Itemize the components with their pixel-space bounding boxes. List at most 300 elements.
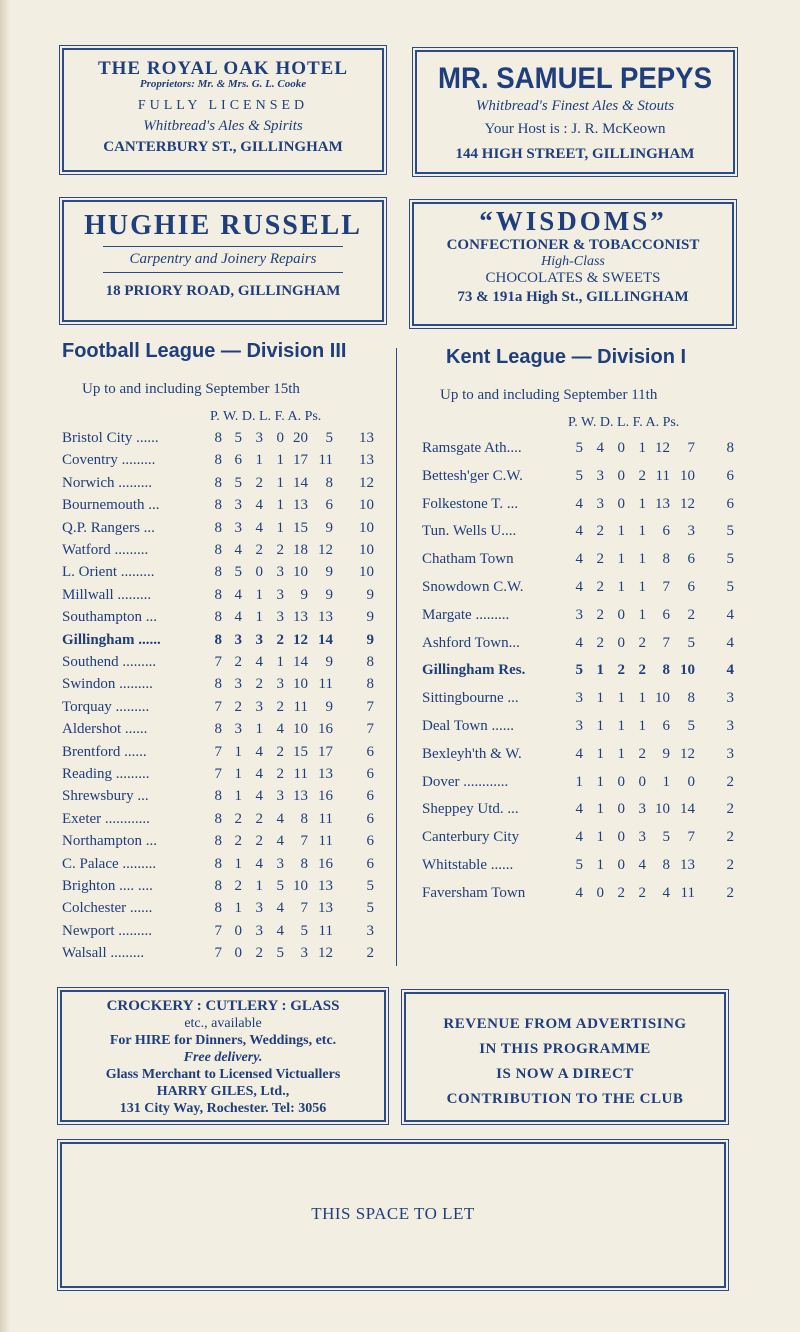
team-name: Bournemouth ... [62,497,160,514]
stat-p: 3 [575,718,583,734]
stat-l: 2 [276,743,284,760]
stat-d: 0 [255,564,263,581]
stat-pts: 6 [366,833,374,850]
stat-p: 7 [214,922,222,939]
stat-w: 3 [234,631,242,648]
stat-d: 0 [617,773,625,790]
stat-l: 1 [638,579,646,595]
revenue-notice [404,992,726,1122]
stat-d: 0 [617,801,625,818]
page-edge [0,0,10,1332]
stat-w: 6 [234,452,242,469]
stat-w: 1 [234,855,242,872]
stat-f: 15 [293,519,308,536]
stat-p: 8 [214,810,222,827]
stat-f: 10 [655,801,670,818]
stat-pts: 7 [366,721,374,738]
stat-a: 16 [318,788,333,805]
stat-l: 3 [276,676,284,693]
stat-p: 5 [575,440,583,456]
stat-p: 5 [575,857,583,873]
stat-p: 8 [214,833,222,850]
team-name: Sittingbourne ... [422,690,519,707]
team-name: Tun. Wells U.... [422,523,517,540]
stat-a: 12 [680,495,695,512]
stat-a: 17 [318,743,333,760]
stat-pts: 5 [366,900,374,917]
stat-pts: 4 [726,606,734,623]
kent-league-columns: P. W. D. L. F. A. Ps. [568,415,680,430]
pepys-address: 144 HIGH STREET, GILLINGHAM [455,146,695,162]
stat-d: 2 [255,676,263,693]
stat-pts: 2 [726,884,734,901]
stat-d: 4 [255,766,263,782]
stat-f: 11 [293,698,308,715]
team-name: Bettesh'ger C.W. [422,467,523,484]
stat-w: 2 [234,810,242,827]
stat-l: 1 [638,495,646,512]
stat-a: 11 [318,810,333,827]
stat-p: 8 [214,542,222,558]
team-name: Southampton ... [62,609,158,626]
stat-pts: 7 [366,698,374,715]
hughie-russell-ad [62,200,384,322]
stat-pts: 10 [359,564,374,581]
team-name: Coventry ......... [62,452,156,469]
team-name: Shrewsbury ... [62,788,149,805]
team-name: Faversham Town [422,884,526,901]
stat-w: 2 [596,523,604,540]
stat-w: 1 [596,857,604,873]
team-name: Swindon ......... [62,676,153,693]
stat-l: 1 [638,523,646,540]
team-name: Sheppey Utd. ... [422,801,519,818]
team-name: L. Orient ......... [62,564,155,581]
stat-f: 14 [293,474,308,491]
stat-w: 0 [234,922,242,939]
stat-pts: 5 [726,551,734,568]
stat-a: 6 [687,579,695,595]
stat-d: 2 [255,542,263,558]
stat-pts: 13 [359,452,374,469]
stat-l: 3 [638,829,646,846]
stat-w: 1 [234,743,242,760]
team-name: Brentford ...... [62,743,147,760]
stat-d: 1 [255,721,263,738]
stat-w: 5 [234,564,242,581]
stat-w: 3 [234,519,242,536]
stat-d: 1 [255,878,263,894]
stat-d: 2 [255,833,263,850]
stat-l: 1 [276,519,284,536]
stat-d: 1 [255,609,263,626]
stat-a: 5 [687,634,695,651]
stat-f: 17 [293,452,308,469]
stat-p: 8 [214,676,222,693]
stat-l: 1 [638,606,646,623]
royal-oak-name: THE ROYAL OAK HOTEL [97,58,349,79]
stat-p: 8 [214,564,222,581]
stat-f: 8 [662,662,670,679]
stat-pts: 5 [726,523,734,540]
team-name: Newport ......... [62,922,152,939]
stat-p: 8 [214,452,222,469]
stat-l: 1 [638,440,646,456]
stat-f: 14 [293,654,308,670]
stat-a: 8 [325,474,333,491]
stat-a: 13 [318,609,333,626]
stat-w: 3 [234,721,242,738]
stat-p: 8 [214,855,222,872]
stat-w: 1 [596,690,604,707]
stat-w: 4 [234,586,242,603]
column-divider [396,348,397,966]
stat-l: 4 [276,922,284,939]
stat-f: 18 [293,542,308,558]
stat-f: 10 [293,676,308,693]
stat-d: 1 [617,718,625,734]
kent-league-subtitle: Up to and including September 11th [440,387,658,403]
stat-l: 4 [276,810,284,827]
stat-f: 13 [293,609,308,626]
stat-w: 4 [596,440,604,456]
stat-p: 3 [575,606,583,623]
stat-pts: 2 [726,829,734,846]
stat-p: 8 [214,497,222,514]
stat-l: 2 [638,745,646,762]
stat-w: 1 [234,766,242,782]
stat-p: 8 [214,430,222,446]
team-name: Dover ............ [422,773,509,790]
stat-l: 2 [638,467,646,484]
stat-d: 4 [255,855,263,872]
team-name: Ramsgate Ath.... [422,440,522,456]
stat-pts: 4 [726,662,734,679]
team-name: Gillingham Res. [422,662,526,679]
pepys-host: Your Host is : J. R. McKeown [484,121,666,137]
pepys-name: MR. SAMUEL PEPYS [437,62,713,95]
stat-l: 1 [276,497,284,514]
stat-w: 1 [596,718,604,734]
wisdoms-class: High-Class [541,254,605,269]
stat-pts: 5 [366,878,374,894]
stat-a: 6 [325,497,333,514]
stat-d: 1 [255,452,263,469]
stat-a: 12 [318,945,333,962]
stat-d: 1 [617,551,625,568]
stat-w: 0 [596,884,604,901]
stat-pts: 3 [366,922,374,939]
hughie-rule-top [103,246,343,247]
stat-f: 11 [655,467,670,484]
team-name: Bexleyh'th & W. [422,745,522,762]
samuel-pepys-ad [415,50,735,174]
hughie-rule-bottom [103,272,343,273]
stat-w: 5 [234,430,242,446]
stat-pts: 6 [366,766,374,782]
team-name: Deal Town ...... [422,718,514,734]
stat-pts: 3 [726,745,734,762]
wisdoms-goods: CHOCOLATES & SWEETS [485,270,661,286]
team-name: C. Palace ......... [62,855,157,872]
stat-d: 0 [617,606,625,623]
stat-d: 4 [255,497,263,514]
stat-f: 13 [655,495,670,512]
stat-f: 10 [655,690,670,707]
stat-a: 13 [318,900,333,917]
stat-pts: 6 [366,810,374,827]
stat-pts: 5 [726,579,734,595]
stat-f: 13 [293,497,308,514]
crockery-line1: CROCKERY : CUTLERY : GLASS [106,998,340,1014]
stat-f: 6 [662,523,670,540]
stat-w: 2 [596,634,604,651]
stat-pts: 6 [366,788,374,805]
stat-p: 8 [214,788,222,805]
football-league-subtitle: Up to and including September 15th [82,381,300,397]
stat-pts: 10 [359,542,374,558]
team-name: Canterbury City [422,829,520,846]
stat-d: 1 [617,690,625,707]
stat-a: 7 [687,440,695,456]
crockery-line5: Glass Merchant to Licensed Victuallers [105,1067,341,1082]
stat-p: 7 [214,766,222,782]
stat-l: 5 [276,945,284,962]
crockery-line7: 131 City Way, Rochester. Tel: 3056 [119,1101,327,1116]
stat-f: 8 [662,551,670,568]
stat-d: 3 [255,430,263,446]
stat-w: 3 [234,676,242,693]
stat-a: 6 [687,551,695,568]
team-name: Torquay ......... [62,698,150,715]
stat-p: 4 [575,495,583,512]
team-name: Brighton .... .... [62,878,153,894]
stat-p: 8 [214,474,222,491]
team-name: Q.P. Rangers ... [62,519,155,536]
crockery-line4: Free delivery. [183,1050,263,1065]
stat-w: 1 [234,788,242,805]
stat-p: 7 [214,945,222,962]
stat-pts: 12 [359,474,374,491]
team-name: Folkestone T. ... [422,495,519,512]
stat-f: 4 [662,884,670,901]
stat-a: 11 [318,922,333,939]
stat-p: 5 [575,662,583,679]
stat-pts: 10 [359,519,374,536]
hughie-service: Carpentry and Joinery Repairs [129,251,317,267]
stat-pts: 10 [359,497,374,514]
stat-l: 3 [276,788,284,805]
space-to-let-box [60,1142,726,1288]
stat-p: 7 [214,698,222,715]
royal-oak-hotel-ad [62,48,384,172]
stat-a: 11 [680,884,695,901]
team-name: Southend ......... [62,654,157,670]
stat-p: 4 [575,634,583,651]
stat-w: 3 [596,467,604,484]
hughie-name: HUGHIE RUSSELL [84,210,362,241]
stat-l: 1 [276,474,284,491]
stat-l: 0 [638,773,646,790]
wisdoms-ad [412,202,734,326]
stat-a: 5 [687,718,695,734]
stat-l: 1 [276,654,284,670]
crockery-line2: etc., available [184,1016,262,1031]
crockery-line6: HARRY GILES, Ltd., [156,1084,290,1099]
stat-f: 9 [300,586,308,603]
stat-f: 13 [293,788,308,805]
stat-l: 4 [276,721,284,738]
stat-w: 5 [234,474,242,491]
stat-p: 1 [575,773,583,790]
stat-p: 8 [214,631,222,648]
stat-pts: 6 [366,743,374,760]
royal-oak-proprietors: Proprietors: Mr. & Mrs. G. L. Cooke [139,78,307,90]
team-name: Chatham Town [422,551,514,568]
stat-a: 16 [318,721,333,738]
royal-oak-address: CANTERBURY ST., GILLINGHAM [103,139,343,155]
team-name: Whitstable ...... [422,857,514,873]
stat-l: 4 [276,900,284,917]
stat-d: 2 [255,474,263,491]
revenue-line3: IS NOW A DIRECT [496,1066,634,1082]
team-name: Reading ......... [62,766,150,782]
stat-a: 13 [680,857,695,873]
stat-pts: 3 [726,690,734,707]
stat-pts: 2 [726,773,734,790]
stat-p: 7 [214,743,222,760]
stat-a: 9 [325,698,333,715]
stat-a: 7 [687,829,695,846]
stat-f: 5 [300,922,308,939]
stat-p: 8 [214,609,222,626]
stat-d: 3 [255,631,263,648]
stat-l: 2 [638,662,646,679]
stat-l: 1 [638,718,646,734]
stat-l: 2 [276,631,284,648]
stat-w: 4 [234,609,242,626]
team-name: Snowdown C.W. [422,579,524,595]
stat-p: 4 [575,884,583,901]
stat-pts: 13 [359,430,374,446]
stat-w: 1 [234,900,242,917]
stat-f: 7 [300,833,308,850]
stat-pts: 9 [366,631,374,648]
stat-a: 2 [687,606,695,623]
stat-l: 1 [638,690,646,707]
hughie-address: 18 PRIORY ROAD, GILLINGHAM [105,283,341,299]
stat-w: 2 [596,579,604,595]
stat-a: 9 [325,654,333,670]
stat-f: 9 [662,745,670,762]
stat-f: 15 [293,743,308,760]
stat-a: 5 [325,430,333,446]
stat-p: 4 [575,551,583,568]
stat-d: 2 [617,662,625,679]
revenue-line2: IN THIS PROGRAMME [479,1041,651,1057]
royal-oak-licensed: FULLY LICENSED [137,98,309,113]
stat-l: 5 [276,878,284,894]
team-name: Bristol City ...... [62,430,159,446]
stat-f: 8 [662,857,670,873]
stat-p: 5 [575,467,583,484]
stat-w: 3 [596,495,604,512]
team-name: Exeter ............ [62,810,150,827]
revenue-line1: REVENUE FROM ADVERTISING [443,1016,687,1032]
stat-w: 1 [596,662,604,679]
stat-pts: 6 [726,495,734,512]
royal-oak-ales: Whitbread's Ales & Spirits [143,118,303,134]
stat-w: 1 [596,801,604,818]
wisdoms-trade: CONFECTIONER & TOBACCONIST [446,237,700,253]
stat-l: 2 [638,884,646,901]
stat-l: 3 [638,801,646,818]
stat-f: 11 [293,766,308,782]
stat-p: 8 [214,878,222,894]
stat-d: 4 [255,788,263,805]
stat-f: 8 [300,810,308,827]
stat-p: 8 [214,586,222,603]
stat-a: 10 [680,467,695,484]
stat-f: 1 [662,773,670,790]
stat-f: 7 [662,579,670,595]
team-name: Watford ......... [62,542,149,558]
stat-p: 4 [575,523,583,540]
team-name: Walsall ......... [62,945,145,962]
stat-f: 3 [300,945,308,962]
stat-pts: 8 [726,440,734,456]
stat-p: 8 [214,519,222,536]
stat-d: 2 [255,945,263,962]
stat-d: 0 [617,857,625,873]
stat-l: 3 [276,855,284,872]
stat-f: 20 [293,430,308,446]
stat-a: 11 [318,452,333,469]
stat-f: 7 [300,900,308,917]
stat-d: 3 [255,900,263,917]
wisdoms-address: 73 & 191a High St., GILLINGHAM [457,289,689,305]
stat-d: 3 [255,922,263,939]
stat-w: 2 [234,833,242,850]
stat-a: 14 [318,631,333,648]
stat-f: 6 [662,606,670,623]
team-name: Millwall ......... [62,586,152,603]
stat-a: 13 [318,766,333,782]
stat-p: 7 [214,654,222,670]
stat-a: 12 [680,745,695,762]
stat-f: 8 [300,855,308,872]
stat-d: 1 [255,586,263,603]
stat-l: 3 [276,586,284,603]
stat-w: 1 [596,829,604,846]
stat-d: 4 [255,519,263,536]
stat-l: 2 [638,634,646,651]
team-name: Margate ......... [422,606,510,623]
football-league-title: Football League — Division III [62,340,347,362]
stat-pts: 2 [726,801,734,818]
stat-w: 2 [596,551,604,568]
stat-l: 1 [638,551,646,568]
stat-pts: 8 [366,654,374,670]
stat-f: 10 [293,721,308,738]
stat-a: 14 [680,801,695,818]
stat-a: 9 [325,519,333,536]
stat-d: 4 [255,743,263,760]
crockery-line3: For HIRE for Dinners, Weddings, etc. [109,1033,337,1048]
stat-a: 11 [318,833,333,850]
stat-a: 12 [318,542,333,558]
stat-l: 4 [276,833,284,850]
